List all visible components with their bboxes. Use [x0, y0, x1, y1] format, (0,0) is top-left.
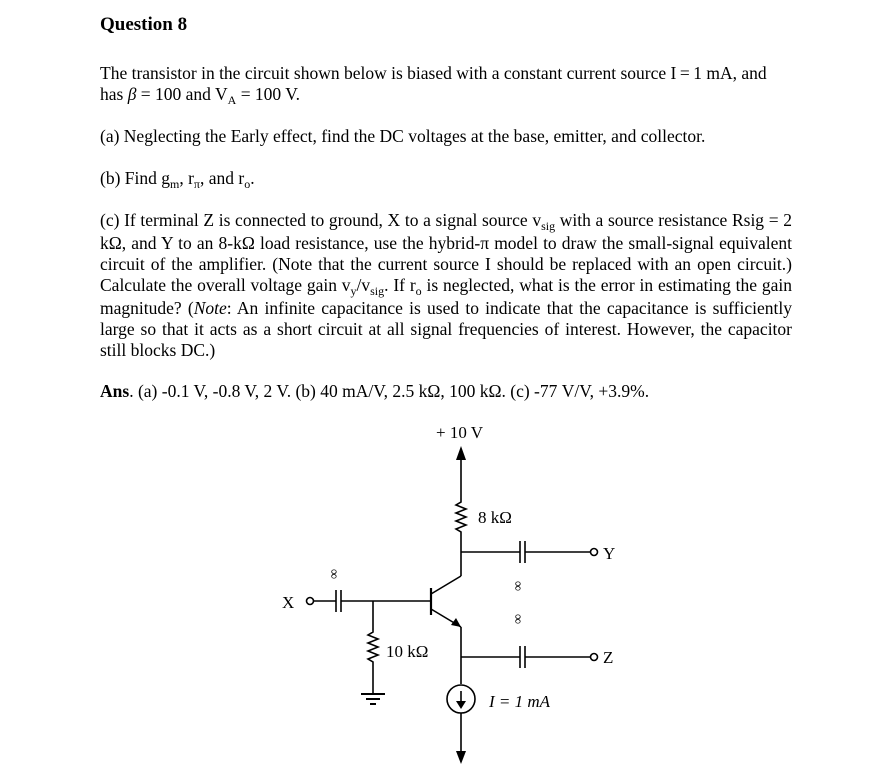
terminal-x-label: X: [282, 593, 295, 612]
part-a-text: (a) Neglecting the Early effect, find the DC voltages at the base, emitter, and collector.: [100, 126, 706, 146]
part-c-text: (c) If terminal Z is connected to ground, X to a signal source $v_{sig}$ with a source resistance Rsig = 2 kΩ, and Y to an 8-kΩ load resistance, use the hybrid-π model to draw the small-signal equivalent circuit of the amplifier. (Note that the current source I should be replaced with an open circuit.) Calculate the overall voltage gain $v_y/v_{sig}$. If $r_o$ is neglected, what is the error in estimating the gain magnitude? (Note: An infinite capacitance is used to indicate that the capacitance is sufficiently large so that it acts as a short circuit at all signal frequencies of interest. However, the capacitor still blocks DC.): [100, 210, 793, 360]
terminal-z-label: Z: [603, 648, 614, 667]
current-label: I = 1 mA: [489, 692, 551, 711]
negative-supply-arrow-icon: [456, 751, 466, 764]
terminal-z-node: [591, 654, 598, 661]
current-direction-icon: [456, 701, 466, 709]
transistor-collector-lead: [431, 576, 461, 594]
part-b-text: (b) Find $g_m$, $r_\pi$, and $r_o$.: [100, 168, 255, 191]
collector-resistor: [456, 498, 466, 536]
rb-label: 10 kΩ: [386, 642, 429, 661]
answer-line: Ans. (a) -0.1 V, -0.8 V, 2 V. (b) 40 mA/V, 2.5 kΩ, 100 kΩ. (c) -77 V/V, +3.9%.: [100, 381, 650, 401]
cap-output-value: ∞: [511, 581, 526, 591]
beta-symbol: β: [127, 84, 137, 104]
rc-label: 8 kΩ: [478, 508, 512, 527]
intro-line-1: The transistor in the circuit shown below is biased with a constant current source I = 1 mA, and: [100, 63, 767, 83]
terminal-y-label: Y: [603, 544, 616, 563]
intro-line-2: has β = 100 and $V_A = 100$ V.: [100, 84, 300, 107]
supply-label: + 10 V: [436, 423, 484, 442]
terminal-y-node: [591, 549, 598, 556]
question-title: Question 8: [100, 14, 188, 35]
base-resistor: [368, 628, 378, 666]
terminal-x-node: [307, 598, 314, 605]
cap-emitter-value: ∞: [511, 614, 526, 624]
supply-arrow-icon: [456, 446, 466, 460]
cap-input-value: ∞: [327, 569, 342, 579]
